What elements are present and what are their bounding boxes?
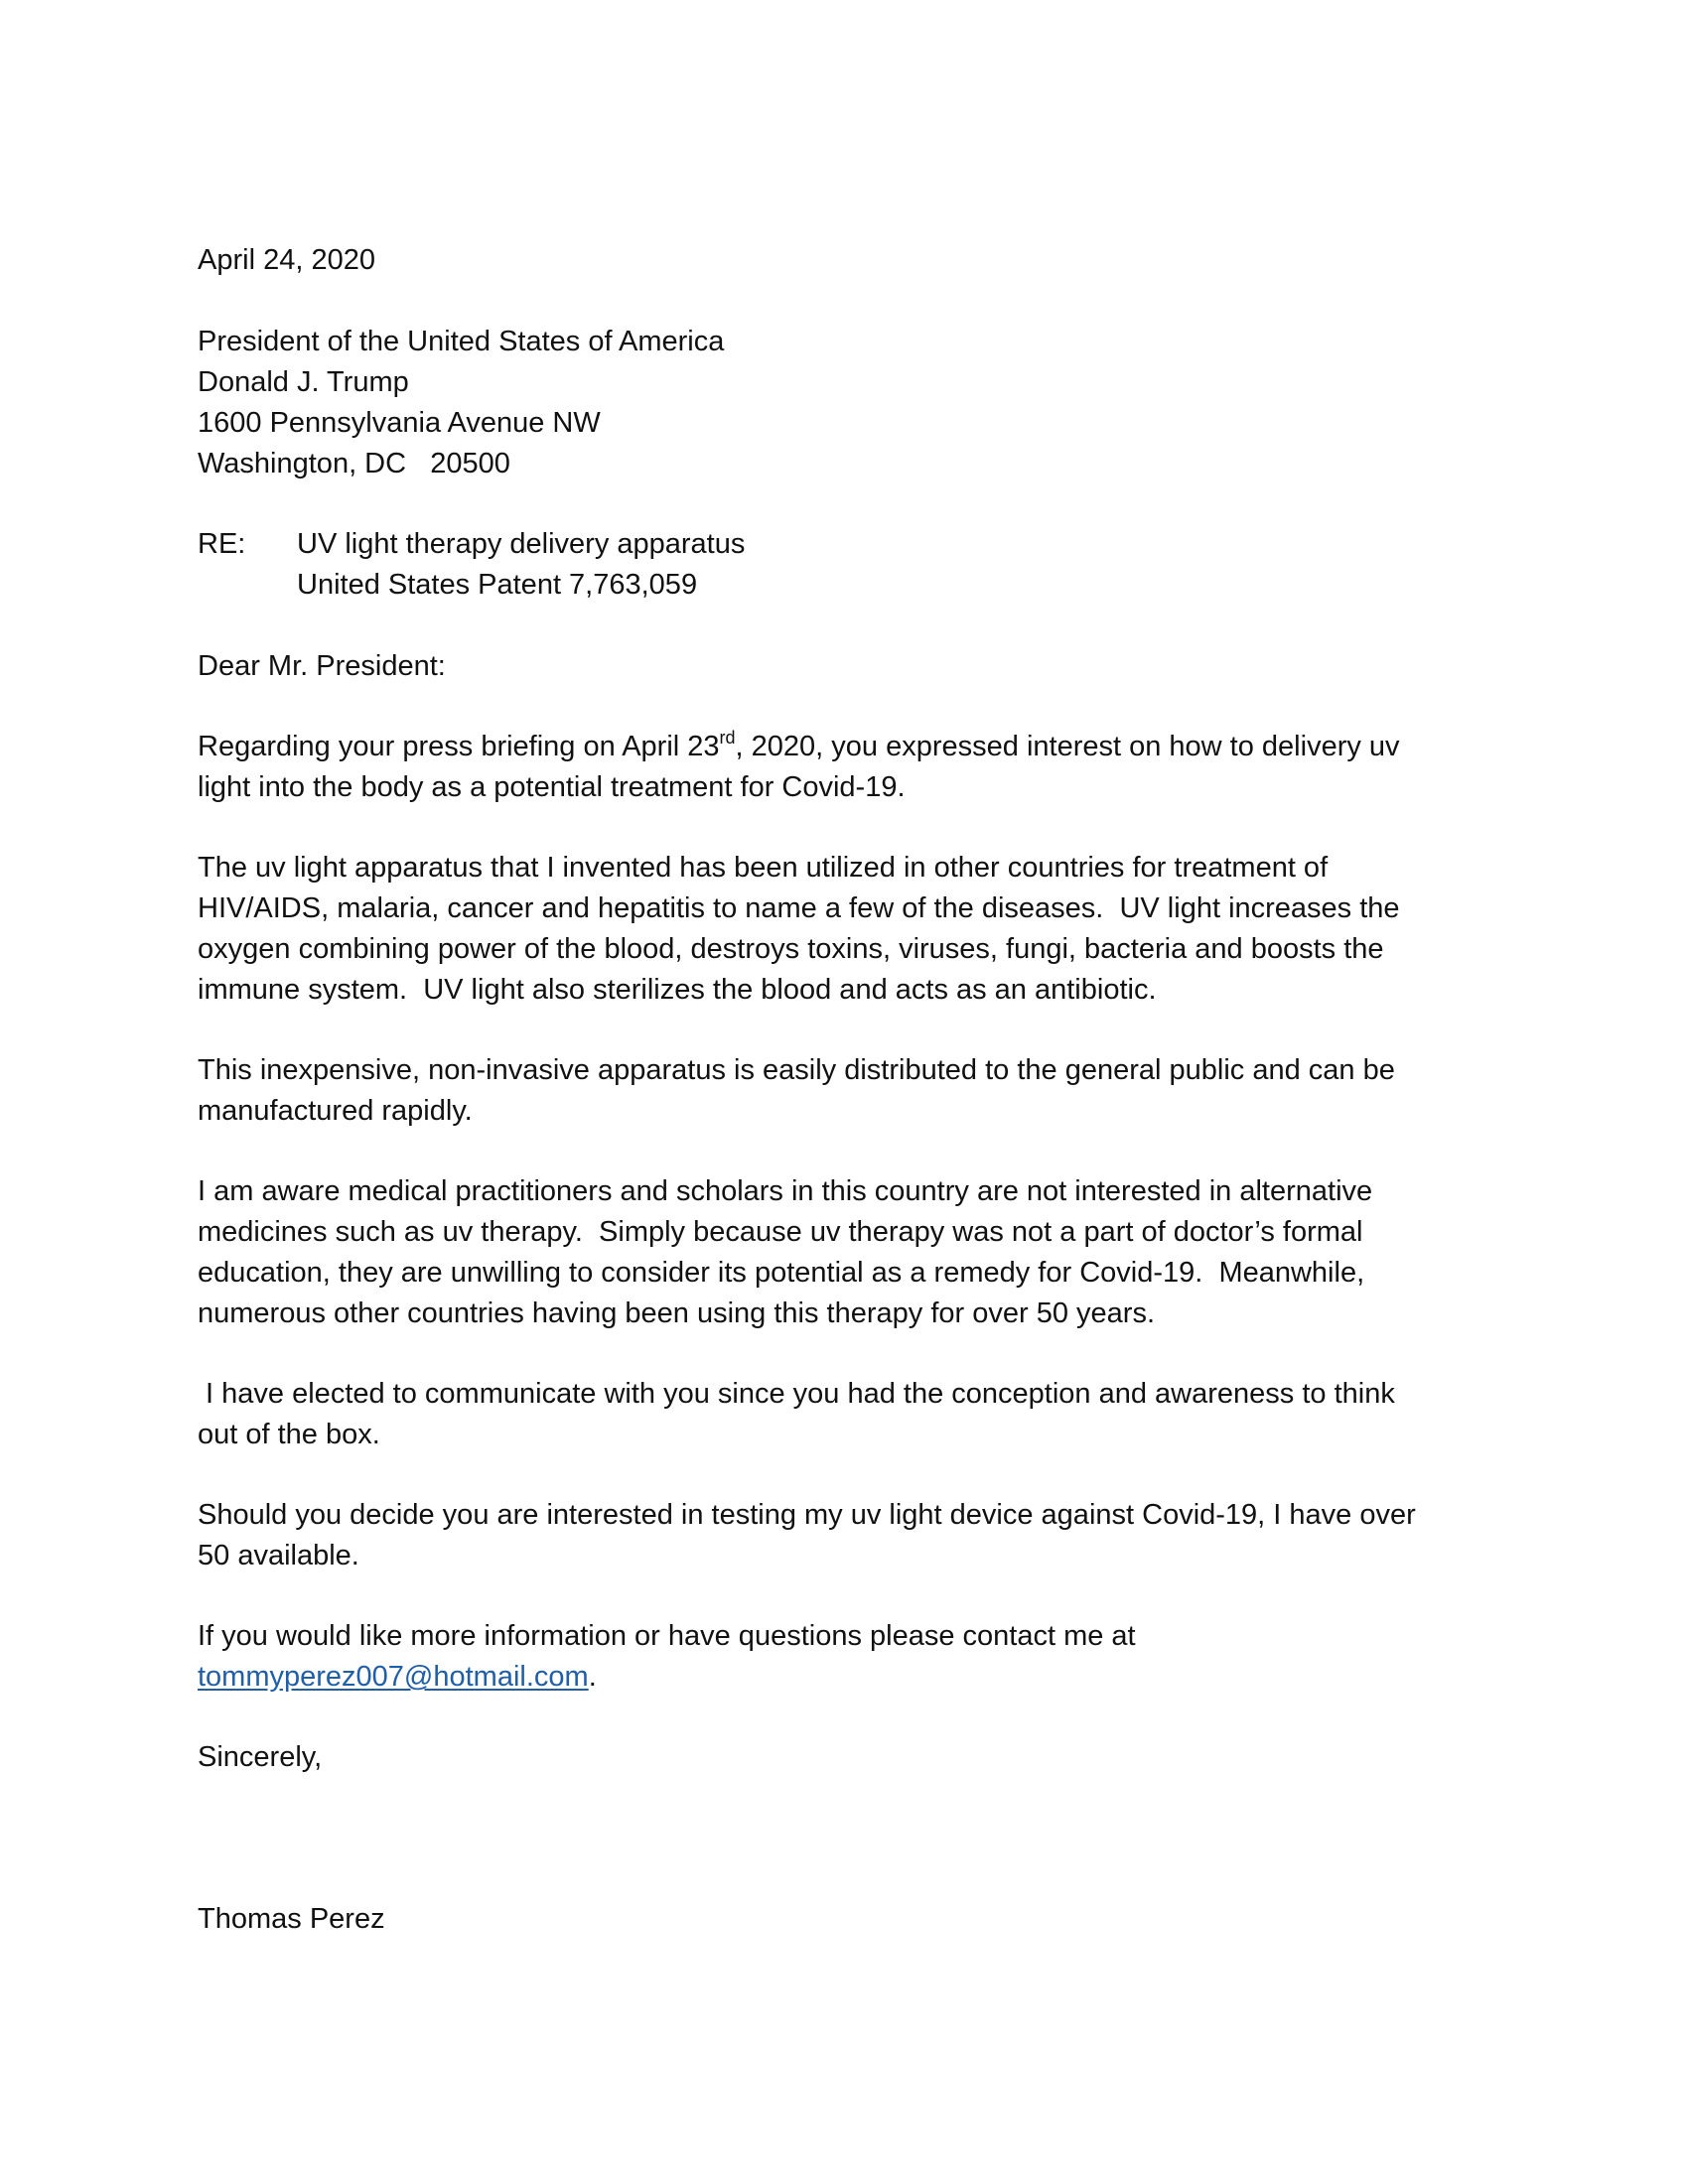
email-link[interactable]: tommyperez007@hotmail.com [198, 1661, 589, 1693]
paragraph-4-line-2: medicines such as uv therapy. Simply because uv therapy was not a part of doctor’s formal [198, 1216, 1363, 1248]
re-subject-line-1: UV light therapy delivery apparatus [297, 528, 746, 560]
paragraph-1-line-1 [198, 727, 1400, 767]
paragraph-6-line-1: Should you decide you are interested in testing my uv light device against Covid-19, I have over [198, 1499, 1416, 1531]
paragraph-5-line-2: out of the box. [198, 1419, 380, 1450]
recipient-city: Washington, DC 20500 [198, 448, 510, 479]
letter-date: April 24, 2020 [198, 244, 375, 276]
salutation: Dear Mr. President: [198, 650, 446, 682]
paragraph-4-line-3: education, they are unwilling to consider its potential as a remedy for Covid-19. Meanwhile, [198, 1257, 1365, 1289]
ordinal-superscript: rd [719, 728, 736, 748]
paragraph-6-line-2: 50 available. [198, 1540, 359, 1571]
paragraph-4-line-4: numerous other countries having been using this therapy for over 50 years. [198, 1297, 1155, 1329]
recipient-name: Donald J. Trump [198, 366, 409, 398]
paragraph-2-line-3: oxygen combining power of the blood, destroys toxins, viruses, fungi, bacteria and boosts the [198, 933, 1384, 965]
recipient-street: 1600 Pennsylvania Avenue NW [198, 407, 601, 439]
paragraph-7-line-2 [198, 1657, 597, 1698]
paragraph-3-line-1: This inexpensive, non-invasive apparatus is easily distributed to the general public and can be [198, 1054, 1395, 1086]
signature-name: Thomas Perez [198, 1903, 385, 1935]
paragraph-2-line-2: HIV/AIDS, malaria, cancer and hepatitis to name a few of the diseases. UV light increases the [198, 892, 1400, 924]
paragraph-2-line-4: immune system. UV light also sterilizes the blood and acts as an antibiotic. [198, 974, 1157, 1006]
paragraph-1-text-a: Regarding your press briefing on April 23 [198, 731, 720, 762]
paragraph-7-line-1: If you would like more information or have questions please contact me at [198, 1620, 1136, 1652]
recipient-title: President of the United States of America [198, 326, 725, 357]
email-period: . [588, 1661, 597, 1693]
re-subject-line-2: United States Patent 7,763,059 [297, 569, 698, 601]
paragraph-4-line-1: I am aware medical practitioners and scholars in this country are not interested in alternative [198, 1175, 1373, 1207]
closing: Sincerely, [198, 1741, 323, 1773]
paragraph-1-text-b: , 2020, you expressed interest on how to delivery uv [735, 731, 1400, 762]
paragraph-2-line-1: The uv light apparatus that I invented has been utilized in other countries for treatment of [198, 852, 1329, 884]
paragraph-3-line-2: manufactured rapidly. [198, 1095, 473, 1127]
paragraph-5-line-1: I have elected to communicate with you since you had the conception and awareness to think [198, 1378, 1395, 1410]
re-label: RE: [198, 528, 246, 560]
paragraph-1-line-2: light into the body as a potential treatment for Covid-19. [198, 771, 906, 803]
